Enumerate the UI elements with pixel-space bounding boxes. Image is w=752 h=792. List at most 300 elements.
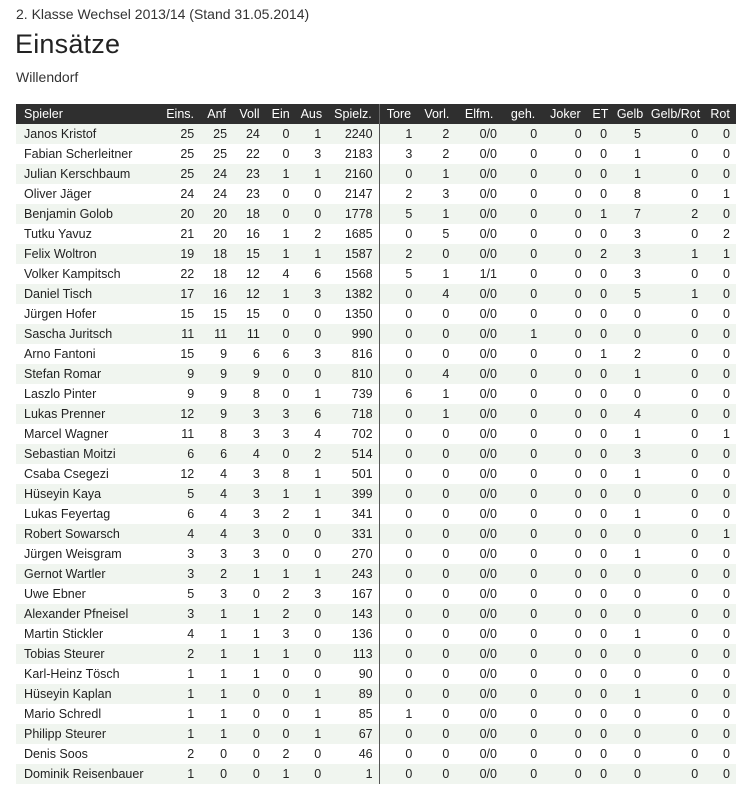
- stat-cell: 0: [704, 684, 736, 704]
- player-name-cell: Robert Sowarsch: [16, 524, 160, 544]
- stat-cell: 0: [503, 724, 543, 744]
- stat-cell: 3: [613, 244, 647, 264]
- player-name-cell: Tutku Yavuz: [16, 224, 160, 244]
- stat-cell: 8: [266, 464, 296, 484]
- stat-cell: 9: [200, 404, 233, 424]
- column-header[interactable]: Rot: [704, 104, 736, 124]
- league-subtitle: 2. Klasse Wechsel 2013/14 (Stand 31.05.2014): [16, 6, 310, 22]
- stat-cell: 6: [200, 444, 233, 464]
- stat-cell: 0/0: [455, 724, 503, 744]
- stat-cell: 8: [200, 424, 233, 444]
- stat-cell: 0/0: [455, 124, 503, 144]
- column-header[interactable]: Tore: [379, 104, 418, 124]
- stat-cell: 0/0: [455, 364, 503, 384]
- stat-cell: 1: [233, 564, 266, 584]
- stat-cell: 0: [379, 624, 418, 644]
- stat-cell: 0: [379, 224, 418, 244]
- stat-cell: 0: [588, 364, 613, 384]
- stat-cell: 0: [613, 604, 647, 624]
- stat-cell: 0: [543, 344, 587, 364]
- stat-cell: 23: [233, 164, 266, 184]
- stat-cell: 5: [379, 204, 418, 224]
- player-name-cell: Denis Soos: [16, 744, 160, 764]
- stat-cell: 0: [503, 304, 543, 324]
- stat-cell: 8: [613, 184, 647, 204]
- stat-cell: 24: [200, 164, 233, 184]
- stat-cell: 0: [588, 544, 613, 564]
- column-header[interactable]: ET: [588, 104, 613, 124]
- stat-cell: 0: [613, 304, 647, 324]
- stat-cell: 702: [327, 424, 379, 444]
- stat-cell: 0: [418, 304, 455, 324]
- stat-cell: 0: [503, 124, 543, 144]
- stat-cell: 1778: [327, 204, 379, 224]
- table-row: [16, 224, 736, 244]
- stat-cell: 0: [379, 324, 418, 344]
- stat-cell: 25: [200, 144, 233, 164]
- stat-cell: 0: [704, 584, 736, 604]
- stat-cell: 0: [647, 224, 704, 244]
- stat-cell: 990: [327, 324, 379, 344]
- stat-cell: 0: [266, 324, 296, 344]
- stat-cell: 2: [266, 504, 296, 524]
- stat-cell: 1: [418, 384, 455, 404]
- stat-cell: 1: [266, 224, 296, 244]
- stat-cell: 0: [647, 564, 704, 584]
- stat-cell: 0: [647, 424, 704, 444]
- stat-cell: 1: [296, 504, 328, 524]
- stat-cell: 1382: [327, 284, 379, 304]
- stat-cell: 0/0: [455, 644, 503, 664]
- stat-cell: 0: [647, 444, 704, 464]
- column-header[interactable]: Aus: [296, 104, 328, 124]
- stat-cell: 25: [160, 144, 200, 164]
- stat-cell: 2: [647, 204, 704, 224]
- column-header[interactable]: Joker: [543, 104, 587, 124]
- stat-cell: 0: [647, 724, 704, 744]
- stat-cell: 0: [266, 384, 296, 404]
- stat-cell: 0: [379, 544, 418, 564]
- stat-cell: 0: [543, 644, 587, 664]
- player-name-cell: Janos Kristof: [16, 124, 160, 144]
- player-name-cell: Felix Woltron: [16, 244, 160, 264]
- stat-cell: 1: [613, 544, 647, 564]
- stat-cell: 1: [160, 724, 200, 744]
- stat-cell: 0: [647, 344, 704, 364]
- stat-cell: 0: [379, 564, 418, 584]
- stat-cell: 501: [327, 464, 379, 484]
- stat-cell: 0: [296, 644, 328, 664]
- stat-cell: 1: [588, 344, 613, 364]
- stat-cell: 20: [200, 204, 233, 224]
- stat-cell: 0: [543, 304, 587, 324]
- column-header[interactable]: Vorl.: [418, 104, 455, 124]
- stat-cell: 1: [327, 764, 379, 784]
- player-stats-table: [16, 104, 736, 784]
- stat-cell: 2: [266, 604, 296, 624]
- stat-cell: 0: [543, 684, 587, 704]
- stat-cell: 0: [418, 704, 455, 724]
- player-name-cell: Julian Kerschbaum: [16, 164, 160, 184]
- stat-cell: 0: [588, 224, 613, 244]
- stat-cell: 0: [704, 344, 736, 364]
- stat-cell: 0: [588, 684, 613, 704]
- stat-cell: 0/0: [455, 404, 503, 424]
- column-header[interactable]: Gelb: [613, 104, 647, 124]
- stat-cell: 0: [503, 184, 543, 204]
- column-header[interactable]: Anf: [200, 104, 233, 124]
- table-row: [16, 324, 736, 344]
- stat-cell: 0: [704, 464, 736, 484]
- stat-cell: 0: [704, 624, 736, 644]
- stat-cell: 0: [543, 724, 587, 744]
- stat-cell: 0/0: [455, 684, 503, 704]
- stat-cell: 0: [418, 324, 455, 344]
- stat-cell: 9: [200, 344, 233, 364]
- stat-cell: 8: [233, 384, 266, 404]
- stat-cell: 1685: [327, 224, 379, 244]
- stat-cell: 2: [588, 244, 613, 264]
- stat-cell: 0: [418, 664, 455, 684]
- stat-cell: 0: [503, 384, 543, 404]
- stat-cell: 9: [200, 364, 233, 384]
- player-name-cell: Uwe Ebner: [16, 584, 160, 604]
- column-header[interactable]: Eins.: [160, 104, 200, 124]
- stat-cell: 0: [266, 124, 296, 144]
- stat-cell: 0: [503, 664, 543, 684]
- stat-cell: 0: [613, 584, 647, 604]
- stat-cell: 0: [418, 504, 455, 524]
- stat-cell: 3: [266, 424, 296, 444]
- stat-cell: 3: [266, 624, 296, 644]
- stat-cell: 0: [296, 184, 328, 204]
- table-row: [16, 504, 736, 524]
- player-name-cell: Stefan Romar: [16, 364, 160, 384]
- player-name-cell: Csaba Csegezi: [16, 464, 160, 484]
- stat-cell: 1: [613, 464, 647, 484]
- stat-cell: 0: [588, 264, 613, 284]
- stat-cell: 0: [379, 364, 418, 384]
- stat-cell: 0: [296, 744, 328, 764]
- stat-cell: 4: [200, 484, 233, 504]
- stat-cell: 1: [160, 764, 200, 784]
- stat-cell: 0: [647, 404, 704, 424]
- stat-cell: 22: [233, 144, 266, 164]
- stat-cell: 0: [543, 624, 587, 644]
- stat-cell: 3: [233, 404, 266, 424]
- stat-cell: 5: [160, 584, 200, 604]
- stat-cell: 85: [327, 704, 379, 724]
- player-name-cell: Marcel Wagner: [16, 424, 160, 444]
- stat-cell: 0: [266, 304, 296, 324]
- column-header[interactable]: Voll: [233, 104, 266, 124]
- stat-cell: 1: [200, 724, 233, 744]
- stat-cell: 270: [327, 544, 379, 564]
- player-name-cell: Dominik Reisenbauer: [16, 764, 160, 784]
- stat-cell: 0: [503, 244, 543, 264]
- stat-cell: 0: [379, 344, 418, 364]
- stat-cell: 0: [503, 684, 543, 704]
- stat-cell: 0: [588, 424, 613, 444]
- stat-cell: 2: [704, 224, 736, 244]
- stat-cell: 24: [233, 124, 266, 144]
- table-row: [16, 364, 736, 384]
- player-name-cell: Tobias Steurer: [16, 644, 160, 664]
- stat-cell: 0: [233, 764, 266, 784]
- stat-cell: 0: [543, 544, 587, 564]
- column-header[interactable]: geh.: [503, 104, 543, 124]
- table-row: [16, 164, 736, 184]
- stat-cell: 0: [613, 764, 647, 784]
- stat-cell: 3: [233, 424, 266, 444]
- stat-cell: 16: [233, 224, 266, 244]
- stat-cell: 0: [503, 444, 543, 464]
- stat-cell: 0: [296, 304, 328, 324]
- stat-cell: 0: [543, 484, 587, 504]
- stat-cell: 24: [160, 184, 200, 204]
- table-row: [16, 584, 736, 604]
- stat-cell: 0: [503, 284, 543, 304]
- stat-cell: 167: [327, 584, 379, 604]
- stat-cell: 0: [543, 424, 587, 444]
- stat-cell: 0: [418, 564, 455, 584]
- stat-cell: 3: [418, 184, 455, 204]
- stat-cell: 4: [613, 404, 647, 424]
- stat-cell: 0/0: [455, 584, 503, 604]
- table-row: [16, 524, 736, 544]
- stat-cell: 1: [296, 484, 328, 504]
- player-name-cell: Arno Fantoni: [16, 344, 160, 364]
- stat-cell: 0: [647, 604, 704, 624]
- stat-cell: 0: [647, 504, 704, 524]
- stat-cell: 4: [200, 524, 233, 544]
- stat-cell: 3: [379, 144, 418, 164]
- stat-cell: 0: [503, 344, 543, 364]
- stat-cell: 0: [543, 404, 587, 424]
- stat-cell: 2: [296, 224, 328, 244]
- stat-cell: 0: [704, 404, 736, 424]
- stat-cell: 1: [233, 664, 266, 684]
- stat-cell: 1: [418, 264, 455, 284]
- club-name: Willendorf: [16, 69, 79, 85]
- stat-cell: 0: [588, 284, 613, 304]
- stat-cell: 0: [704, 564, 736, 584]
- stat-cell: 0: [704, 284, 736, 304]
- stat-cell: 0/0: [455, 164, 503, 184]
- stat-cell: 1: [647, 284, 704, 304]
- stat-cell: 46: [327, 744, 379, 764]
- stat-cell: 0: [704, 504, 736, 524]
- stat-cell: 1: [266, 244, 296, 264]
- stat-cell: 1: [200, 704, 233, 724]
- table-body: [16, 124, 736, 784]
- stat-cell: 6: [160, 504, 200, 524]
- stat-cell: 0: [503, 744, 543, 764]
- stat-cell: 12: [233, 284, 266, 304]
- player-name-cell: Karl-Heinz Tösch: [16, 664, 160, 684]
- stat-cell: 22: [160, 264, 200, 284]
- stat-cell: 25: [200, 124, 233, 144]
- column-header[interactable]: Ein: [266, 104, 296, 124]
- stat-cell: 0: [379, 744, 418, 764]
- stat-cell: 0: [543, 284, 587, 304]
- column-header[interactable]: Spielz.: [327, 104, 379, 124]
- stat-cell: 739: [327, 384, 379, 404]
- player-name-cell: Hüseyin Kaplan: [16, 684, 160, 704]
- stat-cell: 0: [503, 644, 543, 664]
- stat-cell: 0: [613, 384, 647, 404]
- stat-cell: 9: [160, 384, 200, 404]
- stat-cell: 3: [233, 484, 266, 504]
- stat-cell: 1: [296, 164, 328, 184]
- stat-cell: 0: [200, 764, 233, 784]
- stat-cell: 0: [543, 504, 587, 524]
- stat-cell: 9: [233, 364, 266, 384]
- stat-cell: 0: [647, 264, 704, 284]
- stat-cell: 0: [418, 684, 455, 704]
- stat-cell: 2: [266, 584, 296, 604]
- stat-cell: 3: [233, 524, 266, 544]
- stat-cell: 1: [588, 204, 613, 224]
- stat-cell: 1: [503, 324, 543, 344]
- stat-cell: 1: [418, 404, 455, 424]
- stat-cell: 1: [704, 424, 736, 444]
- stat-cell: 0: [418, 724, 455, 744]
- stat-cell: 143: [327, 604, 379, 624]
- stat-cell: 0: [296, 624, 328, 644]
- stat-cell: 0: [588, 624, 613, 644]
- stat-cell: 0: [503, 544, 543, 564]
- stat-cell: 0: [379, 584, 418, 604]
- stat-cell: 0: [379, 604, 418, 624]
- stat-cell: 0: [613, 704, 647, 724]
- stat-cell: 0: [613, 564, 647, 584]
- stat-cell: 1: [266, 284, 296, 304]
- stat-cell: 0/0: [455, 664, 503, 684]
- stat-cell: 0: [588, 304, 613, 324]
- stat-cell: 6: [296, 404, 328, 424]
- player-name-cell: Laszlo Pinter: [16, 384, 160, 404]
- stat-cell: 0: [647, 384, 704, 404]
- stat-cell: 3: [233, 544, 266, 564]
- stat-cell: 1: [704, 244, 736, 264]
- stat-cell: 0: [704, 764, 736, 784]
- stat-cell: 0: [613, 664, 647, 684]
- column-header[interactable]: Elfm.: [455, 104, 503, 124]
- stat-cell: 0: [233, 724, 266, 744]
- stat-cell: 2240: [327, 124, 379, 144]
- stat-cell: 3: [200, 584, 233, 604]
- table-row: [16, 644, 736, 664]
- stat-cell: 4: [296, 424, 328, 444]
- stat-cell: 2: [266, 744, 296, 764]
- stat-cell: 0: [296, 544, 328, 564]
- table-row: [16, 624, 736, 644]
- stat-cell: 0: [588, 324, 613, 344]
- stat-cell: 514: [327, 444, 379, 464]
- stat-cell: 0: [704, 204, 736, 224]
- stat-cell: 0: [588, 444, 613, 464]
- stat-cell: 23: [233, 184, 266, 204]
- stat-cell: 0: [418, 544, 455, 564]
- stat-cell: 18: [233, 204, 266, 224]
- stat-cell: 0: [503, 624, 543, 644]
- stat-cell: 3: [296, 284, 328, 304]
- column-header[interactable]: Spieler: [16, 104, 160, 124]
- table-row: [16, 264, 736, 284]
- stat-cell: 0: [379, 484, 418, 504]
- stat-cell: 0: [296, 604, 328, 624]
- stat-cell: 0: [418, 464, 455, 484]
- stat-cell: 1: [704, 184, 736, 204]
- stat-cell: 1: [296, 704, 328, 724]
- stat-cell: 0: [704, 604, 736, 624]
- stat-cell: 0: [647, 124, 704, 144]
- stat-cell: 0: [296, 324, 328, 344]
- stat-cell: 1: [266, 484, 296, 504]
- table-row: [16, 284, 736, 304]
- stat-cell: 0: [647, 464, 704, 484]
- stat-cell: 0: [647, 624, 704, 644]
- stat-cell: 0/0: [455, 504, 503, 524]
- stat-cell: 1: [704, 524, 736, 544]
- stat-cell: 0: [588, 144, 613, 164]
- stat-cell: 15: [233, 244, 266, 264]
- stat-cell: 0: [647, 704, 704, 724]
- stat-cell: 0: [233, 744, 266, 764]
- stat-cell: 2: [379, 244, 418, 264]
- column-header[interactable]: Gelb/Rot: [647, 104, 704, 124]
- stat-cell: 0: [704, 544, 736, 564]
- stat-cell: 0/0: [455, 284, 503, 304]
- stat-cell: 0: [588, 464, 613, 484]
- stat-cell: 20: [160, 204, 200, 224]
- table-row: [16, 684, 736, 704]
- stat-cell: 3: [200, 544, 233, 564]
- player-name-cell: Sascha Juritsch: [16, 324, 160, 344]
- stat-cell: 0: [379, 664, 418, 684]
- table-row: [16, 604, 736, 624]
- player-name-cell: Mario Schredl: [16, 704, 160, 724]
- stat-cell: 3: [160, 544, 200, 564]
- stat-cell: 0: [704, 644, 736, 664]
- stat-cell: 4: [418, 284, 455, 304]
- stat-cell: 0: [588, 664, 613, 684]
- stat-cell: 0: [647, 524, 704, 544]
- stat-cell: 2: [613, 344, 647, 364]
- stat-cell: 1: [613, 144, 647, 164]
- table-row: [16, 344, 736, 364]
- stat-cell: 0: [588, 184, 613, 204]
- stat-cell: 0/0: [455, 744, 503, 764]
- stat-cell: 0/0: [455, 384, 503, 404]
- player-name-cell: Jürgen Weisgram: [16, 544, 160, 564]
- stat-cell: 1: [200, 644, 233, 664]
- stat-cell: 1: [296, 124, 328, 144]
- stat-cell: 0: [503, 464, 543, 484]
- stat-cell: 0: [266, 724, 296, 744]
- stat-cell: 1: [200, 684, 233, 704]
- stat-cell: 331: [327, 524, 379, 544]
- stat-cell: 3: [296, 344, 328, 364]
- stat-cell: 0: [503, 204, 543, 224]
- stat-cell: 0: [588, 384, 613, 404]
- table-row: [16, 704, 736, 724]
- stat-cell: 12: [160, 464, 200, 484]
- stat-cell: 0/0: [455, 144, 503, 164]
- stat-cell: 1: [613, 624, 647, 644]
- player-name-cell: Daniel Tisch: [16, 284, 160, 304]
